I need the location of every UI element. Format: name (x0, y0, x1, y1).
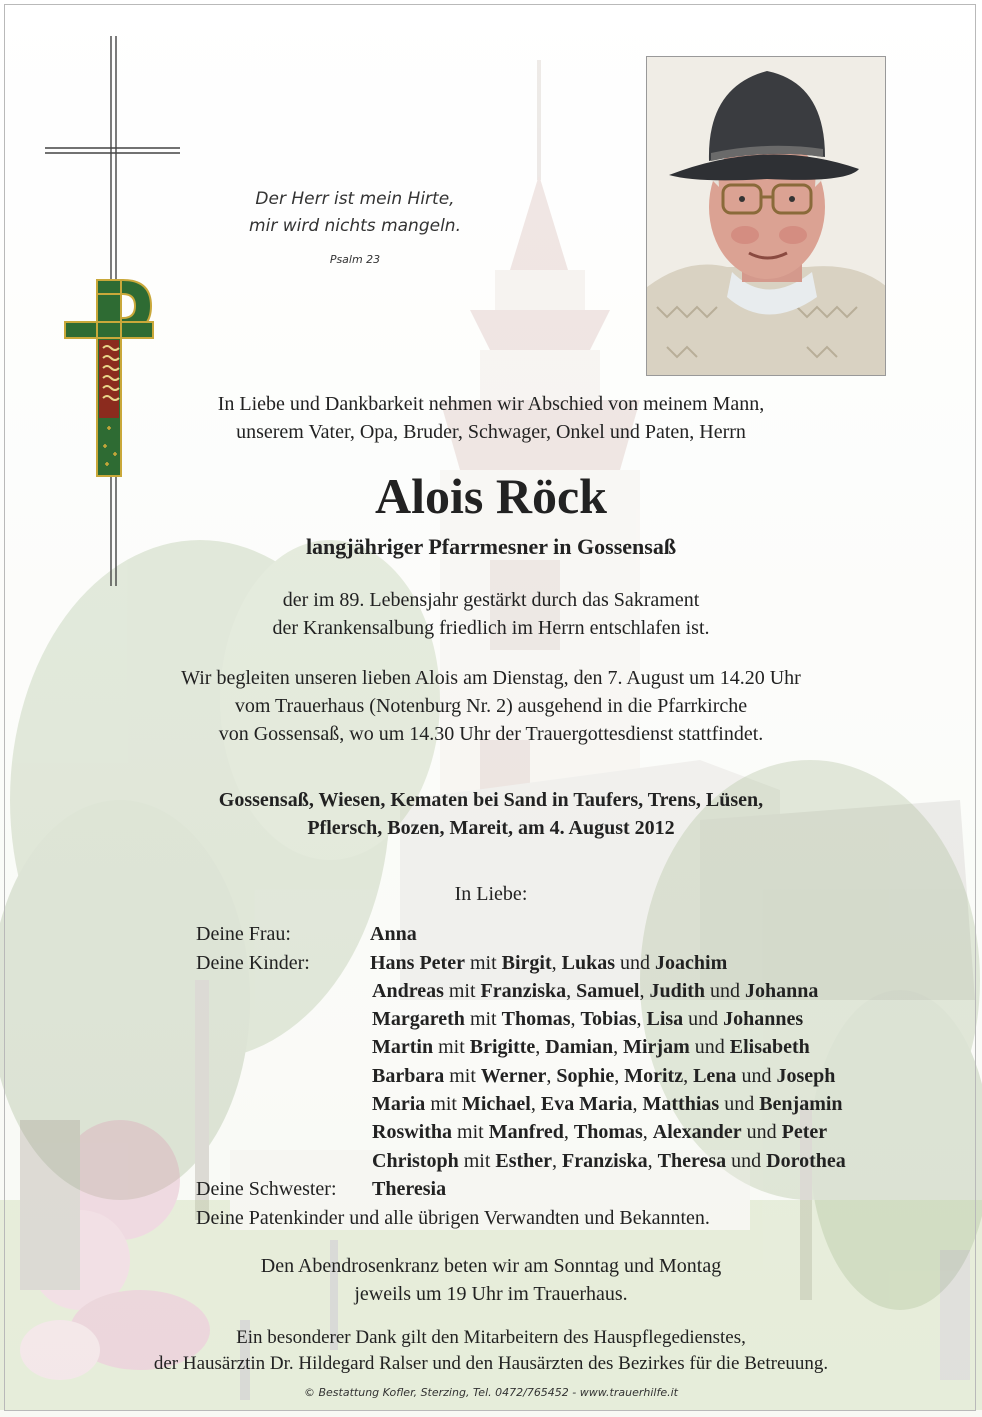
death-line-1: der im 89. Lebensjahr gestärkt durch das Sakrament (282, 589, 700, 611)
place-date-line-1: Gossensaß, Wiesen, Kematen bei Sand in Taufers, Trens, Lüsen, (218, 789, 764, 811)
child-row: Christoph mit Esther, Franziska, Theresa und Dorothea (372, 1150, 846, 1172)
wife-label: Deine Frau: (196, 923, 291, 945)
rosary-line-2: jeweils um 19 Uhr im Trauerhaus. (354, 1283, 628, 1305)
intro-line-2: unserem Vater, Opa, Bruder, Schwager, Onkel und Paten, Herrn (236, 421, 746, 443)
child-row: Hans Peter mit Birgit, Lukas und Joachim (370, 952, 728, 974)
intro-line-1: In Liebe und Dankbarkeit nehmen wir Abschied von meinem Mann, (217, 393, 765, 415)
portrait-photo (646, 56, 886, 376)
funeral-line-1: Wir begleiten unseren lieben Alois am Dienstag, den 7. August um 14.20 Uhr (181, 667, 801, 689)
chi-rho-icon (63, 278, 155, 480)
child-row: Barbara mit Werner, Sophie, Moritz, Lena und Joseph (372, 1065, 836, 1087)
funeral-line-3: von Gossensaß, wo um 14.30 Uhr der Trauergottesdienst stattfindet. (218, 723, 764, 745)
thanks-line-1: Ein besonderer Dank gilt den Mitarbeitern des Hauspflegedienstes, (236, 1327, 746, 1348)
thanks-line-2: der Hausärztin Dr. Hildegard Ralser und den Hausärzten des Bezirkes für die Betreuung. (153, 1353, 829, 1374)
psalm-line-1: Der Herr ist mein Hirte, (255, 189, 455, 209)
children-label: Deine Kinder: (196, 952, 310, 974)
funeral-line-2: vom Trauerhaus (Notenburg Nr. 2) ausgehend in die Pfarrkirche (234, 695, 748, 717)
in-liebe-heading: In Liebe: (454, 883, 528, 905)
wife-name: Anna (370, 923, 417, 945)
place-date-line-2: Pflersch, Bozen, Mareit, am 4. August 2012 (307, 817, 675, 839)
deceased-name: Alois Röck (375, 468, 607, 524)
child-row: Andreas mit Franziska, Samuel, Judith und Johanna (372, 980, 819, 1002)
footer-credit: © Bestattung Kofler, Sterzing, Tel. 0472/765452 - www.trauerhilfe.it (304, 1386, 678, 1399)
child-row: Martin mit Brigitte, Damian, Mirjam und Elisabeth (372, 1036, 810, 1058)
sister-label: Deine Schwester: (196, 1178, 337, 1200)
others-line: Deine Patenkinder und alle übrigen Verwandten und Bekannten. (196, 1207, 710, 1229)
death-line-2: der Krankensalbung friedlich im Herrn entschlafen ist. (272, 617, 710, 639)
psalm-line-2: mir wird nichts mangeln. (249, 216, 461, 236)
child-row: Maria mit Michael, Eva Maria, Matthias und Benjamin (372, 1093, 843, 1115)
child-row: Roswitha mit Manfred, Thomas, Alexander und Peter (372, 1121, 828, 1143)
deceased-subtitle: langjähriger Pfarrmesner in Gossensaß (305, 534, 677, 559)
sister-name: Theresia (372, 1178, 447, 1200)
child-row: Margareth mit Thomas, Tobias, Lisa und Johannes (372, 1008, 804, 1030)
psalm-source: Psalm 23 (329, 253, 381, 266)
rosary-line-1: Den Abendrosenkranz beten wir am Sonntag und Montag (260, 1255, 722, 1277)
